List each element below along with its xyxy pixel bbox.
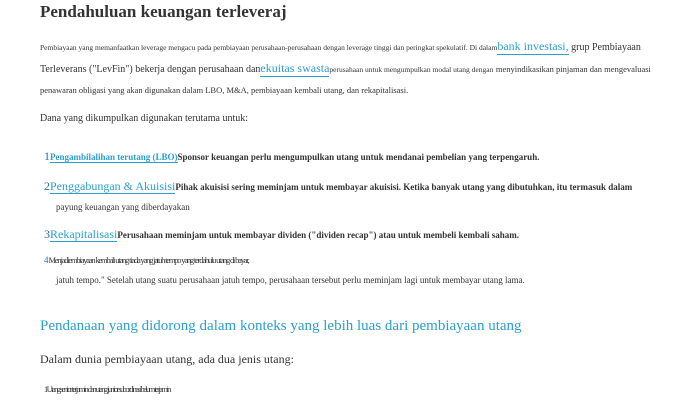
- list-item-text: Perusahaan meminjam untuk membayar dividen ("dividen recap") atau untuk membeli kembali saham.: [117, 230, 520, 240]
- intro-text-2: grup Pembiayaan Terleverans ("LevFin") bekerja dengan perusahaan dan: [40, 42, 641, 75]
- list-item-overlapping-text: Menjadiembiayaan kembali utang tiada yang jatuh tempo yang terdahulu utang di bayar,: [48, 255, 249, 265]
- list-number: 4: [44, 255, 49, 265]
- intro-text-3: perusahaan untuk mengumpulkan modal utang dengan: [329, 65, 494, 74]
- intro-paragraph: [40, 36, 670, 101]
- list-number: 2: [44, 179, 50, 193]
- section-heading: Pendanaan yang didorong dalam konteks yang lebih luas dari pembiayaan utang: [40, 318, 522, 334]
- list-item-continuation: jatuh tempo." Setelah utang suatu perusahaan jatuh tempo, perusahaan tersebut perlu meminjam lagi untuk membayar utang lama.: [56, 275, 525, 285]
- link-bank-investasi[interactable]: bank investasi,: [497, 39, 569, 53]
- link-lbo[interactable]: Pengambilalihan terutang (LBO): [50, 152, 178, 162]
- list-item-continuation: payung keuangan yang diberdayakan: [56, 202, 190, 212]
- intro-text-4: menyindikasikan pinjaman dan mengevaluasi penawaran obligasi yang akan digunakan dalam LBO, M&A, pembiayaan kembali utang, dan rekapitalisasi.: [40, 64, 651, 95]
- link-penggabungan-akuisisi[interactable]: Penggabungan & Akuisisi: [50, 179, 176, 193]
- section-paragraph: Dalam dunia pembiayaan utang, ada dua jenis utang:: [40, 352, 294, 366]
- list-number: 1: [44, 149, 50, 163]
- list-item-text: Pihak akuisisi sering meminjam untuk membayar akuisisi. Ketika banyak utang yang dibutuhkan, itu termasuk dalam: [175, 182, 633, 192]
- list-number: 3: [44, 227, 50, 241]
- page-title: Pendahuluan keuangan terleveraj: [40, 2, 287, 21]
- list-item-2: [44, 176, 684, 217]
- list-item-4: [44, 250, 684, 290]
- link-ekuitas-swasta[interactable]: ekuitas swasta: [260, 61, 330, 75]
- list-item-text: Sponsor keuangan perlu mengumpulkan utang untuk mendanai pembelian yang terpengaruh.: [177, 152, 540, 162]
- debt-types-overlapping-list: 1Utang senior terjamin dan utang junior subordinasi belum terjamin: [44, 384, 170, 394]
- list-item-3: [44, 224, 684, 245]
- funds-intro: Dana yang dikumpulkan digunakan terutama untuk:: [40, 113, 249, 124]
- intro-text-1: Pembiayaan yang memanfaatkan leverage mengacu pada pembiayaan perusahaan-perusahaan dengan leverage tinggi dan peringkat spekulatif. Di dalam: [40, 43, 498, 52]
- link-rekapitalisasi[interactable]: Rekapitalisasi: [50, 227, 118, 241]
- list-item-1: [44, 146, 684, 167]
